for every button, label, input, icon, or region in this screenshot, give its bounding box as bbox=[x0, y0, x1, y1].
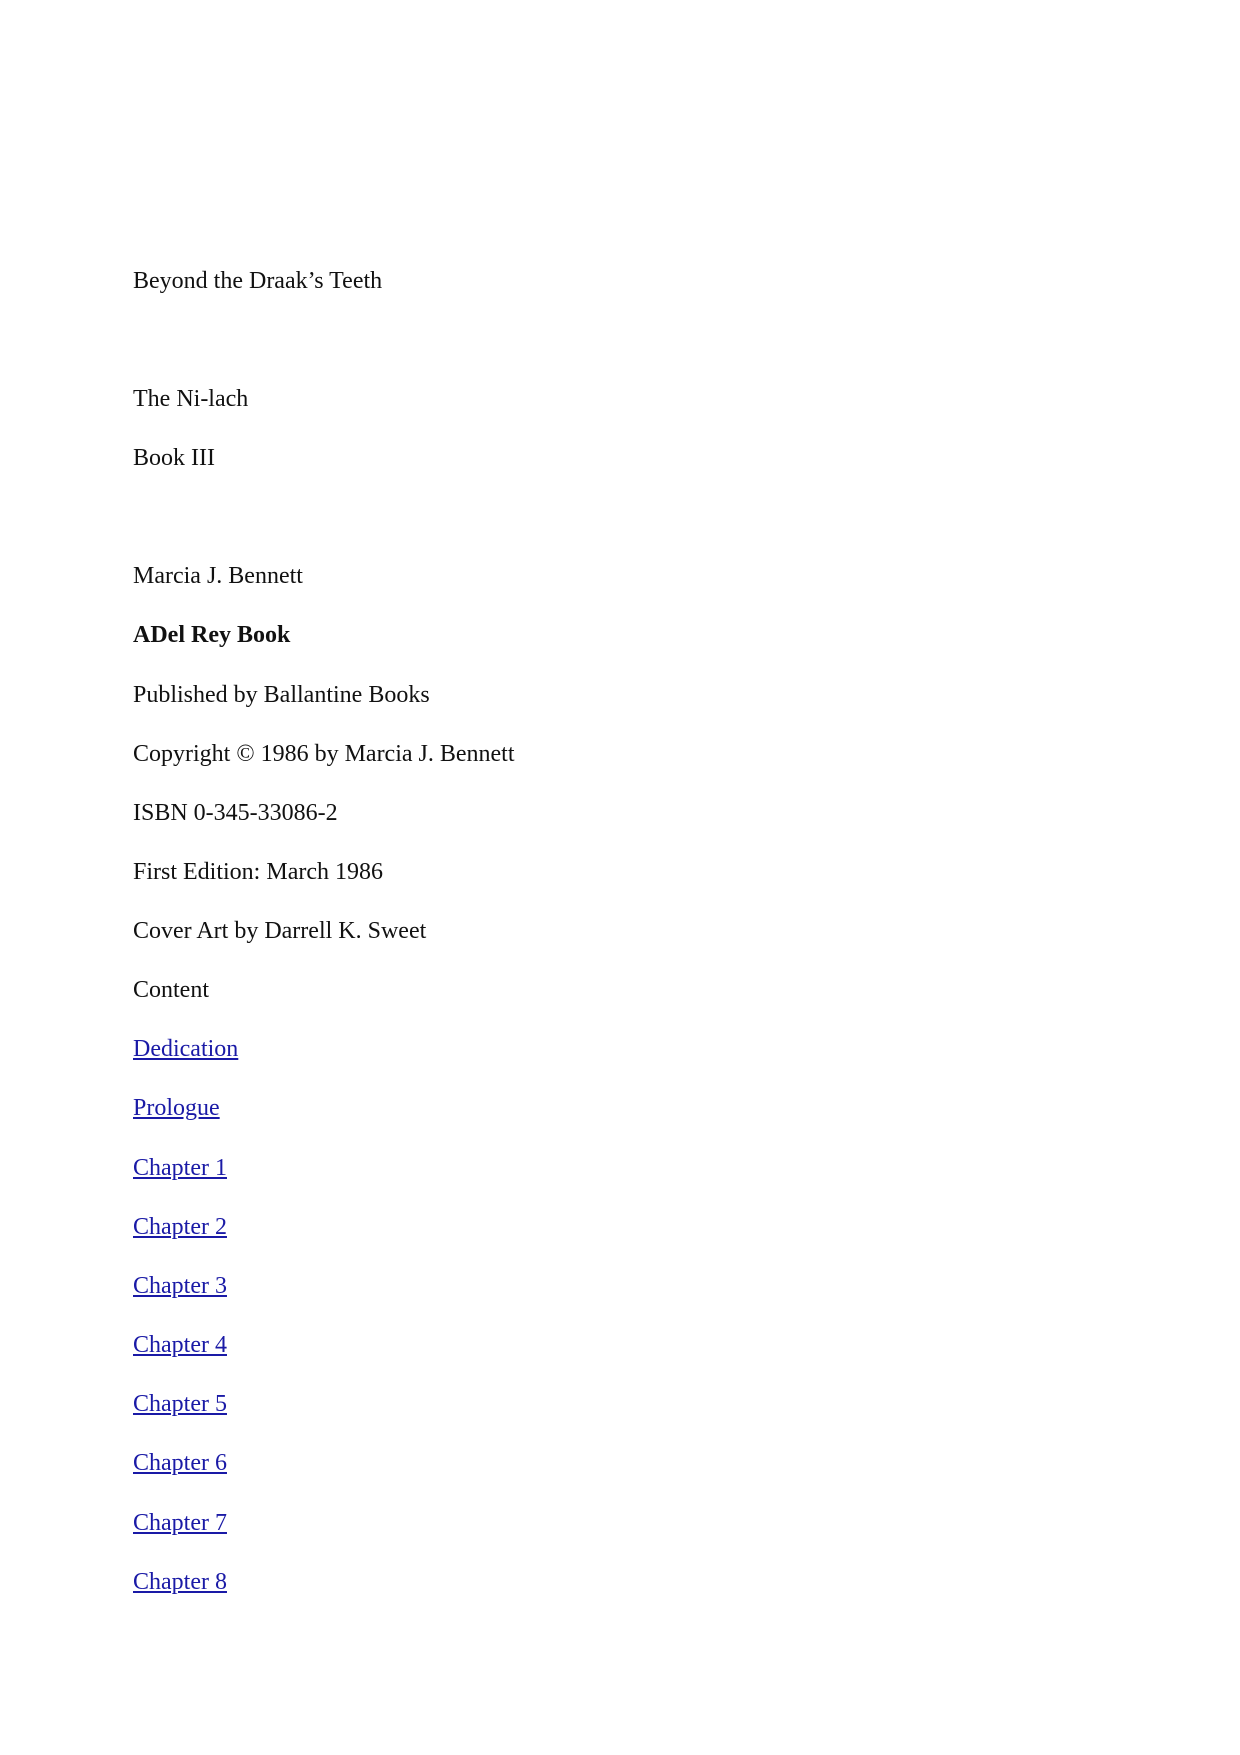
toc-link-chapter-4[interactable]: Chapter 4 bbox=[133, 1332, 227, 1358]
isbn: ISBN 0-345-33086-2 bbox=[133, 800, 338, 826]
edition: First Edition: March 1986 bbox=[133, 859, 383, 885]
series-name: The Ni-lach bbox=[133, 386, 249, 412]
toc-link-chapter-2[interactable]: Chapter 2 bbox=[133, 1214, 227, 1240]
copyright-notice: Copyright © 1986 by Marcia J. Bennett bbox=[133, 741, 515, 767]
toc-link-chapter-3[interactable]: Chapter 3 bbox=[133, 1273, 227, 1299]
author-name: Marcia J. Bennett bbox=[133, 563, 303, 589]
toc-link-chapter-6[interactable]: Chapter 6 bbox=[133, 1450, 227, 1476]
toc-link-chapter-8[interactable]: Chapter 8 bbox=[133, 1569, 227, 1595]
toc-link-dedication[interactable]: Dedication bbox=[133, 1036, 239, 1062]
cover-art-credit: Cover Art by Darrell K. Sweet bbox=[133, 918, 427, 944]
toc-link-chapter-7[interactable]: Chapter 7 bbox=[133, 1510, 227, 1536]
publisher: Published by Ballantine Books bbox=[133, 682, 430, 708]
toc-link-chapter-5[interactable]: Chapter 5 bbox=[133, 1391, 227, 1417]
toc-link-chapter-1[interactable]: Chapter 1 bbox=[133, 1155, 227, 1181]
volume-number: Book III bbox=[133, 445, 215, 471]
toc-heading: Content bbox=[133, 977, 209, 1003]
toc-link-prologue[interactable]: Prologue bbox=[133, 1095, 220, 1121]
book-title: Beyond the Draak’s Teeth bbox=[133, 268, 383, 294]
imprint: ADel Rey Book bbox=[133, 622, 291, 648]
